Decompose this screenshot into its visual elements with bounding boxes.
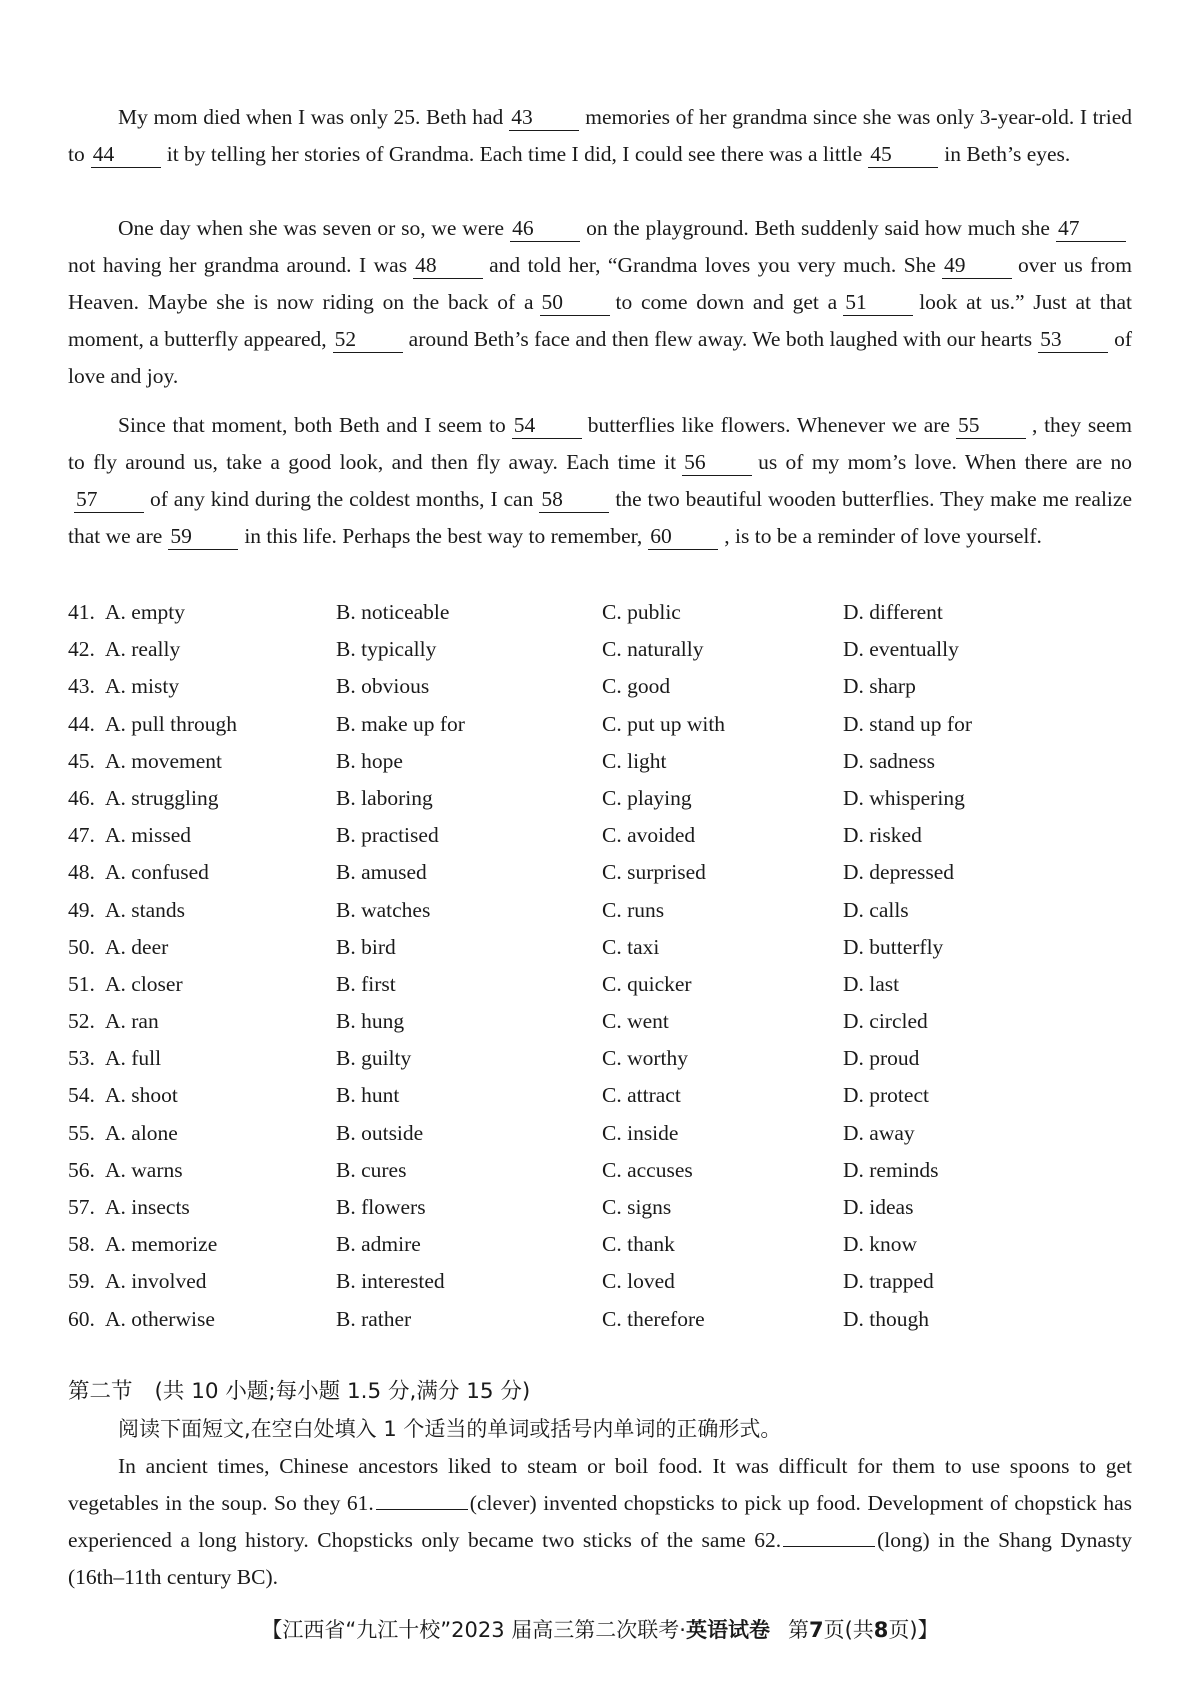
question-number: 55. — [68, 1120, 95, 1145]
option-b: B. make up for — [336, 711, 465, 736]
option-a: A. closer — [105, 971, 183, 996]
blank-55: 55 — [956, 412, 1026, 439]
option-d: D. ideas — [843, 1195, 914, 1219]
option-d: D. calls — [843, 897, 909, 922]
option-b: B. bird — [336, 934, 396, 959]
option-b: B. typically — [336, 637, 437, 662]
option-d: D. protect — [843, 1083, 929, 1108]
question-number: 60. — [68, 1306, 95, 1331]
option-row — [68, 817, 1132, 854]
question-number: 59. — [68, 1269, 95, 1294]
fill-blank-62 — [783, 1524, 875, 1547]
option-c: C. avoided — [602, 823, 696, 848]
option-d: D. stand up for — [843, 711, 972, 736]
blank-57: 57 — [74, 486, 144, 513]
option-b: B. outside — [336, 1120, 424, 1145]
option-row — [68, 594, 1132, 631]
option-b: B. watches — [336, 897, 431, 922]
option-a: A. insects — [105, 1195, 190, 1219]
page-total: 8 — [873, 1618, 889, 1642]
option-c: C. thank — [602, 1232, 675, 1257]
option-b: B. amused — [336, 860, 427, 885]
question-number: 54. — [68, 1083, 95, 1108]
option-d: D. depressed — [843, 860, 955, 885]
option-row — [68, 631, 1132, 668]
exam-name: 江西省“九江十校”2023 届高三第二次联考 — [282, 1618, 680, 1642]
option-a: A. ran — [105, 1009, 159, 1034]
question-number: 45. — [68, 748, 95, 773]
option-a: A. pull through — [105, 711, 237, 736]
option-row — [68, 1263, 1132, 1300]
blank-47: 47 — [1056, 215, 1126, 242]
option-row — [68, 966, 1132, 1003]
option-c: C. good — [602, 674, 671, 699]
option-a: A. memorize — [105, 1232, 218, 1257]
option-b: B. rather — [336, 1306, 412, 1331]
option-b: B. practised — [336, 823, 439, 848]
option-c: C. playing — [602, 785, 692, 810]
blank-53: 53 — [1038, 326, 1108, 353]
option-row — [68, 780, 1132, 817]
option-b: B. hunt — [336, 1083, 400, 1108]
question-number: 57. — [68, 1195, 95, 1219]
question-number: 47. — [68, 823, 95, 848]
option-c: C. inside — [602, 1120, 679, 1145]
blank-58: 58 — [539, 486, 609, 513]
option-c: C. attract — [602, 1083, 681, 1108]
option-a: A. otherwise — [105, 1306, 215, 1331]
option-c: C. accuses — [602, 1157, 693, 1182]
option-a: A. full — [105, 1046, 162, 1071]
option-row — [68, 1226, 1132, 1263]
option-c: C. put up with — [602, 711, 726, 736]
option-b: B. interested — [336, 1269, 445, 1294]
option-a: A. movement — [105, 748, 223, 773]
blank-56: 56 — [682, 449, 752, 476]
blank-43: 43 — [509, 104, 579, 131]
option-a: A. alone — [105, 1120, 178, 1145]
page-number: 7 — [808, 1618, 824, 1642]
option-row — [68, 743, 1132, 780]
blank-49: 49 — [942, 252, 1012, 279]
option-b: B. cures — [336, 1157, 407, 1182]
section-2-title: 第二节 — [68, 1379, 133, 1404]
passage-paragraph-3: Since that moment, both Beth and I seem to 54 butterflies like flowers. Whenever we are 55 , they seem to fly around us, take a good look, and then fly away. Each time it 56 us of my mom’s love. When there are no57 of any kind during the coldest months, I can 58 the two beautiful wooden butterflies. They make me realize that we are 59 in this life. Perhaps the best way to remember, 60 , is to be a reminder of love yourself. — [68, 413, 1133, 548]
option-c: C. quicker — [602, 971, 692, 996]
option-b: B. hope — [336, 748, 403, 773]
option-a: A. shoot — [105, 1083, 178, 1108]
option-c: C. loved — [602, 1269, 675, 1294]
blank-52: 52 — [333, 326, 403, 353]
option-c: C. public — [602, 600, 681, 624]
option-row — [68, 1152, 1132, 1189]
option-d: D. reminds — [843, 1157, 939, 1182]
option-d: D. sharp — [843, 674, 916, 699]
question-number: 41. — [68, 600, 95, 624]
option-b: B. guilty — [336, 1046, 412, 1071]
option-d: D. away — [843, 1120, 915, 1145]
option-c: C. worthy — [602, 1046, 688, 1071]
question-number: 56. — [68, 1157, 95, 1182]
question-number: 43. — [68, 674, 95, 699]
option-a: A. deer — [105, 934, 169, 959]
blank-48: 48 — [413, 252, 483, 279]
option-d: D. trapped — [843, 1269, 934, 1294]
option-d: D. know — [843, 1232, 918, 1257]
question-number: 46. — [68, 785, 95, 810]
option-c: C. taxi — [602, 934, 660, 959]
option-row — [68, 854, 1132, 891]
option-a: A. struggling — [105, 785, 219, 810]
option-d: D. different — [843, 600, 943, 624]
option-d: D. circled — [843, 1009, 928, 1034]
option-d: D. last — [843, 971, 900, 996]
options-list — [68, 594, 1132, 1338]
option-d: D. sadness — [843, 748, 935, 773]
option-a: A. misty — [105, 674, 180, 699]
option-d: D. proud — [843, 1046, 920, 1071]
option-row — [68, 1040, 1132, 1077]
section-2-instruction: 阅读下面短文,在空白处填入 1 个适当的单词或括号内单词的正确形式。 — [118, 1417, 782, 1441]
passage-paragraph-2: One day when she was seven or so, we were 46 on the playground. Beth suddenly said how much she 47not having her grandma around. I was 48 and told her, “Grandma loves you very much. She 49 over us from Heaven. Maybe she is now riding on the back of a 50 to come down and get a 51 look at us.” Just at that moment, a butterfly appeared, 52 around Beth’s face and then flew away. We both laughed with our hearts 53 of love and joy. — [68, 216, 1132, 388]
option-a: A. confused — [105, 860, 209, 885]
blank-44: 44 — [91, 141, 161, 168]
option-row — [68, 1115, 1132, 1152]
passage-paragraph-1: My mom died when I was only 25. Beth had 43 memories of her grandma since she was only 3-year-old. I tried to 44 it by telling her stories of Grandma. Each time I did, I could see there was a little 45 in Beth’s eyes. — [68, 105, 1132, 166]
blank-59: 59 — [168, 523, 238, 550]
option-a: A. stands — [105, 897, 186, 922]
option-row — [68, 1189, 1132, 1226]
question-number: 51. — [68, 971, 95, 996]
option-a: A. involved — [105, 1269, 207, 1294]
question-number: 44. — [68, 711, 95, 736]
blank-60: 60 — [648, 523, 718, 550]
question-number: 42. — [68, 637, 95, 662]
option-b: B. noticeable — [336, 600, 450, 624]
option-row — [68, 706, 1132, 743]
question-number: 50. — [68, 934, 95, 959]
option-d: D. eventually — [843, 637, 959, 662]
option-d: D. though — [843, 1306, 929, 1331]
option-a: A. warns — [105, 1157, 183, 1182]
option-c: C. naturally — [602, 637, 704, 662]
option-b: B. admire — [336, 1232, 421, 1257]
option-row — [68, 668, 1132, 705]
blank-51: 51 — [843, 289, 913, 316]
blank-45: 45 — [868, 141, 938, 168]
option-row — [68, 1003, 1132, 1040]
option-d: D. butterfly — [843, 934, 944, 959]
option-d: D. risked — [843, 823, 922, 848]
question-number: 48. — [68, 860, 95, 885]
subject-label: 英语试卷 — [685, 1618, 770, 1642]
option-a: A. missed — [105, 823, 191, 848]
option-c: C. signs — [602, 1195, 672, 1219]
option-c: C. went — [602, 1009, 669, 1034]
option-b: B. obvious — [336, 674, 430, 699]
option-d: D. whispering — [843, 785, 965, 810]
option-c: C. surprised — [602, 860, 706, 885]
option-row — [68, 1077, 1132, 1114]
option-a: A. empty — [105, 600, 186, 624]
option-row — [68, 929, 1132, 966]
option-a: A. really — [105, 637, 181, 662]
section-2-passage: In ancient times, Chinese ancestors liked to steam or boil food. It was difficult for them to use spoons to get vegetables in the soup. So they 61. (clever) invented chopsticks to pick up food. Development of chopstick has experienced a long history. Chopsticks only became two sticks of the same 62. (long) in the Shang Dynasty (16th–11th century BC). — [68, 1454, 1132, 1589]
section-2-info: (共 10 小题;每小题 1.5 分,满分 15 分) — [154, 1379, 531, 1404]
option-b: B. laboring — [336, 785, 433, 810]
blank-54: 54 — [512, 412, 582, 439]
option-b: B. first — [336, 971, 396, 996]
option-b: B. hung — [336, 1009, 405, 1034]
page-footer: 【江西省“九江十校”2023 届高三第二次联考·英语试卷 第7页(共8页)】 — [261, 1618, 939, 1642]
fill-blank-61 — [376, 1487, 468, 1510]
question-number: 53. — [68, 1046, 95, 1071]
question-number: 49. — [68, 897, 95, 922]
option-c: C. therefore — [602, 1306, 705, 1331]
option-row — [68, 1301, 1132, 1338]
blank-50: 50 — [540, 289, 610, 316]
blank-46: 46 — [510, 215, 580, 242]
option-b: B. flowers — [336, 1195, 426, 1219]
option-row — [68, 892, 1132, 929]
section-2-heading — [68, 1373, 530, 1410]
option-c: C. light — [602, 748, 667, 773]
option-c: C. runs — [602, 897, 665, 922]
question-number: 58. — [68, 1232, 95, 1257]
question-number: 52. — [68, 1009, 95, 1034]
